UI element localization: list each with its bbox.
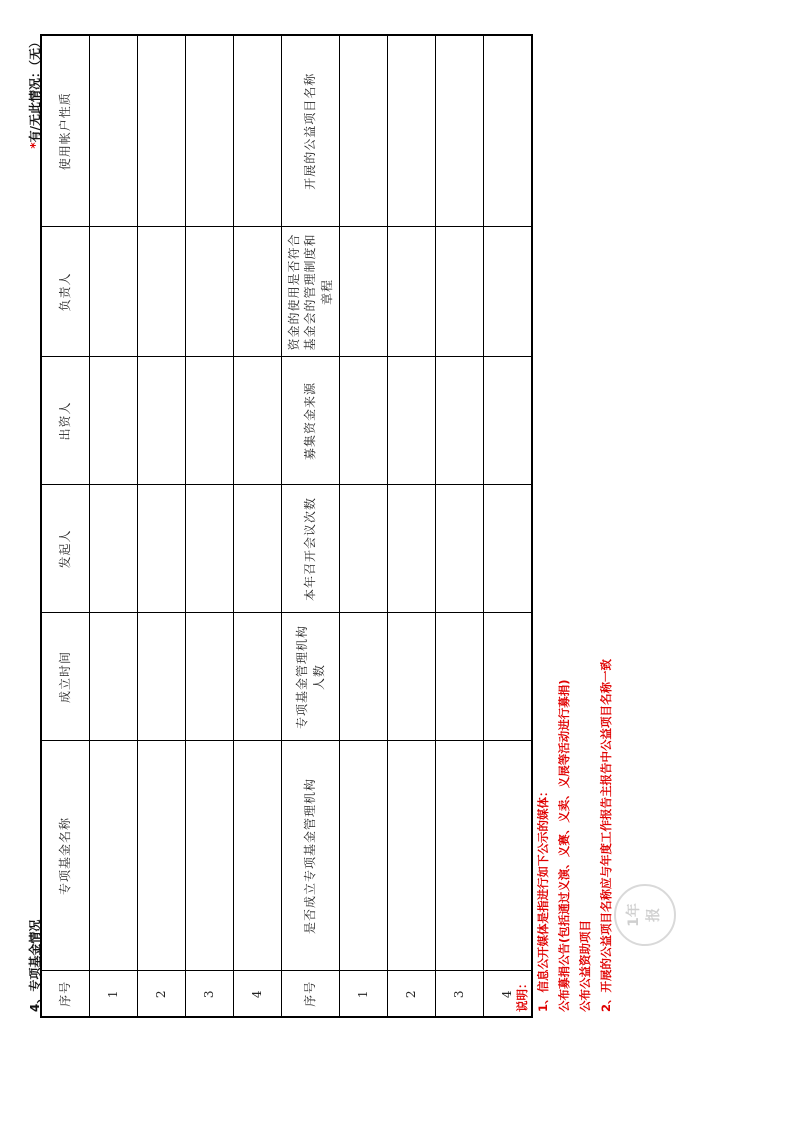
stamp-line-1: 1年: [626, 903, 642, 927]
cell-person-in-charge[interactable]: [138, 227, 186, 357]
notes-label: 说明：: [515, 977, 529, 1012]
col-header-management-body-size: 专项基金管理机构人数: [282, 613, 340, 741]
col-header-charity-project-name: 开展的公益项目名称: [282, 35, 340, 227]
cell-fund-name[interactable]: [138, 741, 186, 971]
col-header-compliance: 资金的使用是否符合基金会的管理制度和章程: [282, 227, 340, 357]
row-index: 3: [436, 971, 484, 1017]
cell-established-date[interactable]: [234, 613, 282, 741]
section-title: 4、专项基金情况: [28, 919, 42, 1012]
col-header-has-management-body: 是否成立专项基金管理机构: [282, 741, 340, 971]
cell-charity-project-name[interactable]: [388, 35, 436, 227]
cell-has-management-body[interactable]: [340, 741, 388, 971]
table-row: [340, 35, 388, 1017]
cell-funder[interactable]: [138, 357, 186, 485]
cell-meetings-held[interactable]: [388, 485, 436, 613]
cell-fund-name[interactable]: [186, 741, 234, 971]
cell-meetings-held[interactable]: [340, 485, 388, 613]
cell-funding-source[interactable]: [388, 357, 436, 485]
cell-funding-source[interactable]: [484, 357, 533, 485]
cell-account-type[interactable]: [138, 35, 186, 227]
stamp-line-2: 报: [646, 908, 662, 922]
cell-funder[interactable]: [234, 357, 282, 485]
cell-compliance[interactable]: [436, 227, 484, 357]
col-header-funding-source: 募集资金来源: [282, 357, 340, 485]
col-header-account-type: 使用帐户性质: [41, 35, 90, 227]
notes-block: [512, 659, 617, 1012]
col-header-initiator: 发起人: [41, 485, 90, 613]
special-fund-table: [40, 34, 533, 1018]
cell-fund-name[interactable]: [90, 741, 138, 971]
col-header-funder: 出资人: [41, 357, 90, 485]
note-line-3: 公布公益资助项目: [578, 920, 592, 1012]
cell-established-date[interactable]: [90, 613, 138, 741]
cell-charity-project-name[interactable]: [436, 35, 484, 227]
row-index: 3: [186, 971, 234, 1017]
row-index: 1: [340, 971, 388, 1017]
cell-fund-name[interactable]: [234, 741, 282, 971]
cell-charity-project-name[interactable]: [340, 35, 388, 227]
cell-account-type[interactable]: [186, 35, 234, 227]
table-row: [186, 35, 234, 1017]
col-header-person-in-charge: 负责人: [41, 227, 90, 357]
row-index: 2: [138, 971, 186, 1017]
cell-established-date[interactable]: [138, 613, 186, 741]
cell-initiator[interactable]: [186, 485, 234, 613]
cell-compliance[interactable]: [340, 227, 388, 357]
rotated-page-frame: [28, 28, 662, 1018]
cell-initiator[interactable]: [234, 485, 282, 613]
row-index: 1: [90, 971, 138, 1017]
col-header-index: 序号: [41, 971, 90, 1017]
col-header-fund-name: 专项基金名称: [41, 741, 90, 971]
required-star: *: [28, 142, 42, 149]
note-line-4: 2、开展的公益项目名称应与年度工作报告主报告中公益项目名称一致: [599, 659, 613, 1012]
col-header-index: 序号: [282, 971, 340, 1017]
cell-management-body-size[interactable]: [388, 613, 436, 741]
col-header-meetings-held: 本年召开会议次数: [282, 485, 340, 613]
cell-established-date[interactable]: [186, 613, 234, 741]
cell-compliance[interactable]: [484, 227, 533, 357]
cell-funding-source[interactable]: [436, 357, 484, 485]
note-line-1: 1、信息公开媒体是指进行如下公示的媒体：: [536, 785, 550, 1012]
table-row: [234, 35, 282, 1017]
row-index: 2: [388, 971, 436, 1017]
table-row: [90, 35, 138, 1017]
cell-funder[interactable]: [186, 357, 234, 485]
table2-header-row: [282, 35, 340, 1017]
cell-initiator[interactable]: [90, 485, 138, 613]
cell-management-body-size[interactable]: [340, 613, 388, 741]
col-header-established-date: 成立时间: [41, 613, 90, 741]
table-row: [138, 35, 186, 1017]
cell-compliance[interactable]: [388, 227, 436, 357]
cell-account-type[interactable]: [90, 35, 138, 227]
situation-indicator-text: 有/无此情况：（无）: [28, 36, 42, 143]
row-index: 4: [484, 971, 533, 1017]
table-row: [388, 35, 436, 1017]
cell-person-in-charge[interactable]: [234, 227, 282, 357]
table1-header-row: [41, 35, 90, 1017]
cell-account-type[interactable]: [234, 35, 282, 227]
watermark-stamp: [614, 884, 676, 946]
cell-charity-project-name[interactable]: [484, 35, 533, 227]
row-index: 4: [234, 971, 282, 1017]
cell-has-management-body[interactable]: [388, 741, 436, 971]
cell-funding-source[interactable]: [340, 357, 388, 485]
note-line-2: 公布募捐公告(包括通过义演、义赛、义卖、义展等活动进行募捐): [557, 679, 571, 1012]
cell-initiator[interactable]: [138, 485, 186, 613]
cell-person-in-charge[interactable]: [186, 227, 234, 357]
cell-has-management-body[interactable]: [436, 741, 484, 971]
table-row: [436, 35, 484, 1017]
cell-person-in-charge[interactable]: [90, 227, 138, 357]
cell-meetings-held[interactable]: [484, 485, 533, 613]
cell-management-body-size[interactable]: [436, 613, 484, 741]
cell-meetings-held[interactable]: [436, 485, 484, 613]
cell-funder[interactable]: [90, 357, 138, 485]
